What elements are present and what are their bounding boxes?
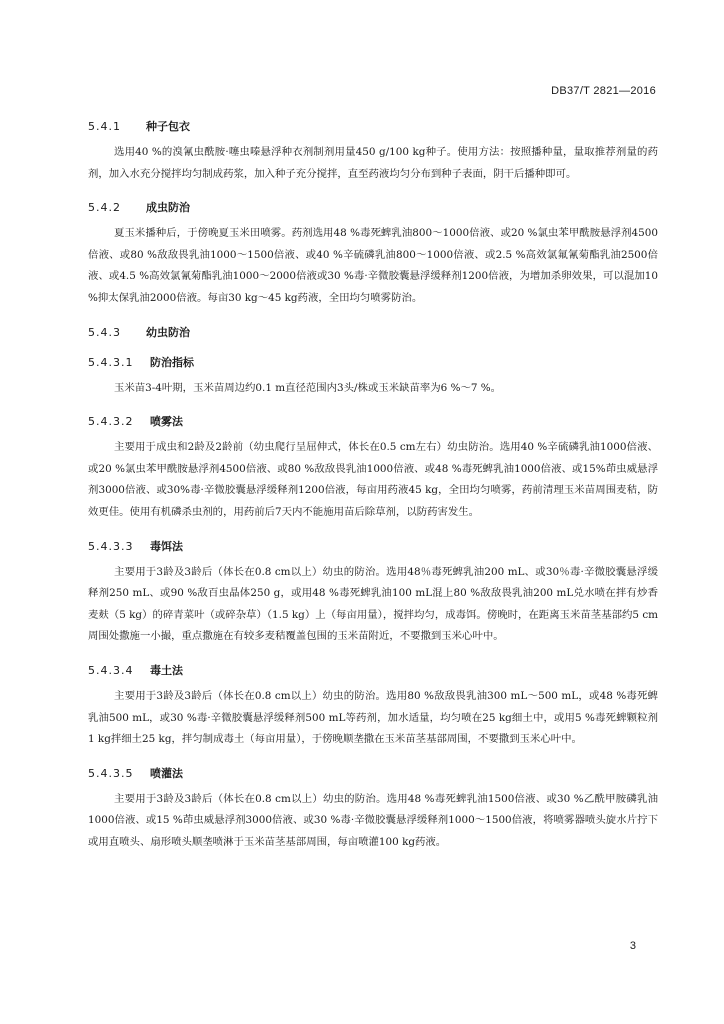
section-heading — [88, 318, 658, 348]
subsection-heading — [88, 407, 658, 437]
section-number: 5.4.3 — [88, 325, 121, 339]
section-title: 毒土法 — [150, 663, 183, 677]
section-title: 毒饵法 — [150, 539, 183, 553]
page-number: 3 — [629, 940, 636, 952]
section-title: 成虫防治 — [146, 201, 190, 215]
section-heading — [88, 193, 658, 223]
paragraph: 主要用于3龄及3龄后（体长在0.8 cm以上）幼虫的防治。选用48 %毒死蜱乳油1500倍液、或30 %乙酰甲胺磷乳油1000倍液、或15 %茚虫威悬浮剂3000倍液、或30 %毒·辛微胶囊悬浮缓释剂1000～1500倍液，将喷雾器喷头旋水片拧下或用直喷头、扇形喷头顺垄喷淋于玉米苗茎基部周围，每亩喷灌100 kg药液。 — [88, 792, 658, 848]
subsection-heading — [88, 656, 658, 686]
paragraph: 玉米苗3-4叶期，玉米苗周边约0.1 m直径范围内3头/株或玉米缺苗率为6 %～7 %。 — [114, 381, 502, 394]
subsection-heading — [88, 348, 658, 378]
section-title: 喷雾法 — [150, 415, 183, 429]
document-code: DB37/T 2821—2016 — [551, 85, 656, 97]
paragraph: 主要用于3龄及3龄后（体长在0.8 cm以上）幼虫的防治。选用48％毒死蜱乳油200 mL、或30％毒·辛微胶囊悬浮缓释剂250 mL、或90 %敌百虫晶体250 g，或用48 %毒死蜱乳油100 mL混上80 %敌敌畏乳油200 mL兑水喷在拌有炒香麦麸（5 kg）的碎青菜叶（或碎杂草）（1.5 kg）上（每亩用量），搅拌均匀，成毒饵。傍晚时，在距离玉米苗茎基部约5 cm周围处撒施一小撮，重点撒施在有较多麦秸覆盖包围的玉米苗附近，不要撒到玉米心叶中。 — [88, 565, 658, 643]
section-number: 5.4.1 — [88, 120, 121, 133]
section-number: 5.4.3.5 — [88, 766, 134, 780]
section-number: 5.4.3.1 — [88, 355, 134, 369]
section-number: 5.4.3.2 — [88, 415, 134, 429]
section-number: 5.4.3.4 — [88, 663, 134, 677]
subsection-heading — [88, 759, 658, 789]
section-title: 防治指标 — [150, 355, 194, 369]
section-title: 种子包衣 — [146, 120, 190, 133]
section-number: 5.4.3.3 — [88, 539, 134, 553]
paragraph: 选用40 %的溴氰虫酰胺·噻虫嗪悬浮种衣剂制剂用量450 g/100 kg种子。使用方法：按照播种量，量取推荐剂量的药剂，加入水充分搅拌均匀制成药浆，加入种子充分搅拌，直至药液均匀分布到种子表面，阴干后播种即可。 — [88, 146, 658, 180]
section-title: 幼虫防治 — [146, 325, 190, 339]
section-heading — [88, 112, 658, 142]
section-number: 5.4.2 — [88, 201, 121, 215]
section-title: 喷灌法 — [150, 766, 183, 780]
paragraph: 主要用于成虫和2龄及2龄前（幼虫爬行呈屈伸式，体长在0.5 cm左右）幼虫防治。选用40 %辛硫磷乳油1000倍液、或20 %氯虫苯甲酰胺悬浮剂4500倍液、或80 %敌敌畏乳油1000倍液、或48 %毒死蜱乳油1000倍液、或15%茚虫威悬浮剂3000倍液、或30%毒·辛微胶囊悬浮缓释剂1200倍液，每亩用药液45 kg，全田均匀喷雾，药前清理玉米苗周围麦秸，防效更佳。使用有机磷杀虫剂的，用药前后7天内不能施用苗后除草剂，以防药害发生。 — [88, 441, 658, 518]
subsection-heading — [88, 532, 658, 562]
paragraph: 主要用于3龄及3龄后（体长在0.8 cm以上）幼虫的防治。选用80 %敌敌畏乳油300 mL～500 mL，或48 %毒死蜱乳油500 mL，或30 %毒·辛微胶囊悬浮缓释剂500 mL等药剂，加水适量，均匀喷在25 kg细土中，或用5 %毒死蜱颗粒剂1 kg拌细土25 kg，拌匀制成毒土（每亩用量），于傍晚顺垄撒在玉米苗茎基部周围，不要撒到玉米心叶中。 — [88, 689, 658, 746]
document-body — [88, 112, 658, 861]
paragraph: 夏玉米播种后，于傍晚夏玉米田喷雾。药剂选用48 %毒死蜱乳油800～1000倍液、或20 %氯虫苯甲酰胺悬浮剂4500倍液、或80 %敌敌畏乳油1000～1500倍液、或40 %辛硫磷乳油800～1000倍液、或2.5 %高效氯氟氰菊酯乳油2500倍液、或4.5 %高效氯氰菊酯乳油1000～2000倍液或30 %毒·辛微胶囊悬浮缓释剂1200倍液，为增加杀卵效果，可以混加10 %抑太保乳油2000倍液。每亩30 kg～45 kg药液，全田均匀喷雾防治。 — [88, 227, 658, 304]
